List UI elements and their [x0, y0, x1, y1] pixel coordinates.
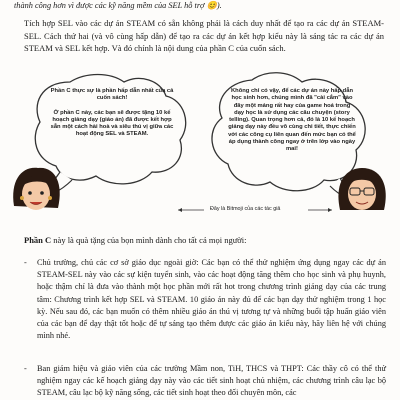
bullet-item: [24, 363, 386, 400]
bullet-text: Ban giám hiệu và giáo viên của các trường Mầm non, TiH, THCS và THPT: Các thầy cô có thể thử nghiệm ngay các kế hoạch giảng dạy này vào các tiết sinh hoạt chủ nhiệm, các chương trình câu lạc bộ STEAM, câu lạc bộ kỹ năng sống, các tiết sinh hoạt theo đối chuyên môn, các: [37, 364, 386, 398]
intro-paragraph: Tích hợp SEL vào các dự án STEAM có sẵn không phải là cách duy nhất để tạo ra các dự án STEAM-SEL. Cách thứ hai (và vô cùng hấp dẫn) để tạo ra các dự án kết hợp kiểu này là sáng tác ra các dự án STEAM và SEL kết hợp. Và đó chính là nội dung của phần C của cuốn sách.: [24, 18, 384, 53]
left-bubble-question: Phần C thực sự là phần hấp dẫn nhất của cả cuốn sách!: [50, 88, 174, 102]
right-bitmoji-avatar: [338, 168, 385, 210]
left-bubble-answer: Ở phần C này, các bạn sẽ được tặng 10 kế hoạch giảng dạy (giáo án) đã được kết hợp sẵn một cách hài hoà và siêu thú vị giữa các hoạt động SEL và STEAM.: [50, 109, 174, 138]
bullet-dash: -: [24, 364, 27, 373]
left-arrow-icon: [178, 208, 182, 212]
bullet-dash: -: [24, 258, 27, 267]
section-intro-text: này là quà tặng của bọn mình dành cho tất cả mọi người:: [51, 235, 247, 245]
left-bitmoji-avatar: [13, 168, 60, 210]
section-heading: Phần C: [24, 235, 52, 245]
bullet-item: [24, 257, 386, 342]
bullet-text: Chủ trường, chủ các cơ sở giáo dục ngoài giờ: Các bạn có thể thử nghiệm ứng dụng ngay các dự án STEAM-SEL này vào các sự kiện tuyển sinh, vào các hoạt động tăng thêm cho học sinh và phụ huynh, hoặc thậm chí là đưa vào thành một học phần mới rất hot trong chương trình giảng dạy của các trung tâm: Chương trình kết hợp SEL và STEAM. 10 giáo án này đủ để các bạn dạy thử nghiệm trong 1 học kỳ. Nếu sau đó, các bạn muốn có thêm nhiều giáo án thú vị tương tự và những buổi tập huấn giáo viên của các bạn để dạy thật tốt hoặc để tự sáng tạo thêm được các giáo án kiểu này, hãy liên hệ với chúng mình nhé.: [37, 258, 386, 341]
right-arrow-icon: [328, 208, 332, 212]
right-bubble-text: Không chỉ có vậy, để các dự án này hấp dẫn học sinh hơn, chúng mình đã "cài cắm" vào đây một mảng rất hay của game hoá trong dạy học là sử dụng các câu chuyện (story telling). Quan trọng hơn cả, đó là 10 kế hoạch giảng dạy này đều vô cùng chi tiết, thực chiến với các công cụ liên quan đến mức bạn có thể áp dụng thành công ngay ở trên lớp vào ngày mai!: [228, 88, 356, 153]
left-bubble-text: [48, 88, 176, 139]
bitmoji-caption: Đây là Bitmoji của các tác giả: [210, 206, 281, 212]
section-intro: [24, 234, 384, 246]
top-continuation-line: thành công hơn vì được các kỹ năng mềm của SEL hỗ trợ 😊).: [14, 1, 222, 10]
